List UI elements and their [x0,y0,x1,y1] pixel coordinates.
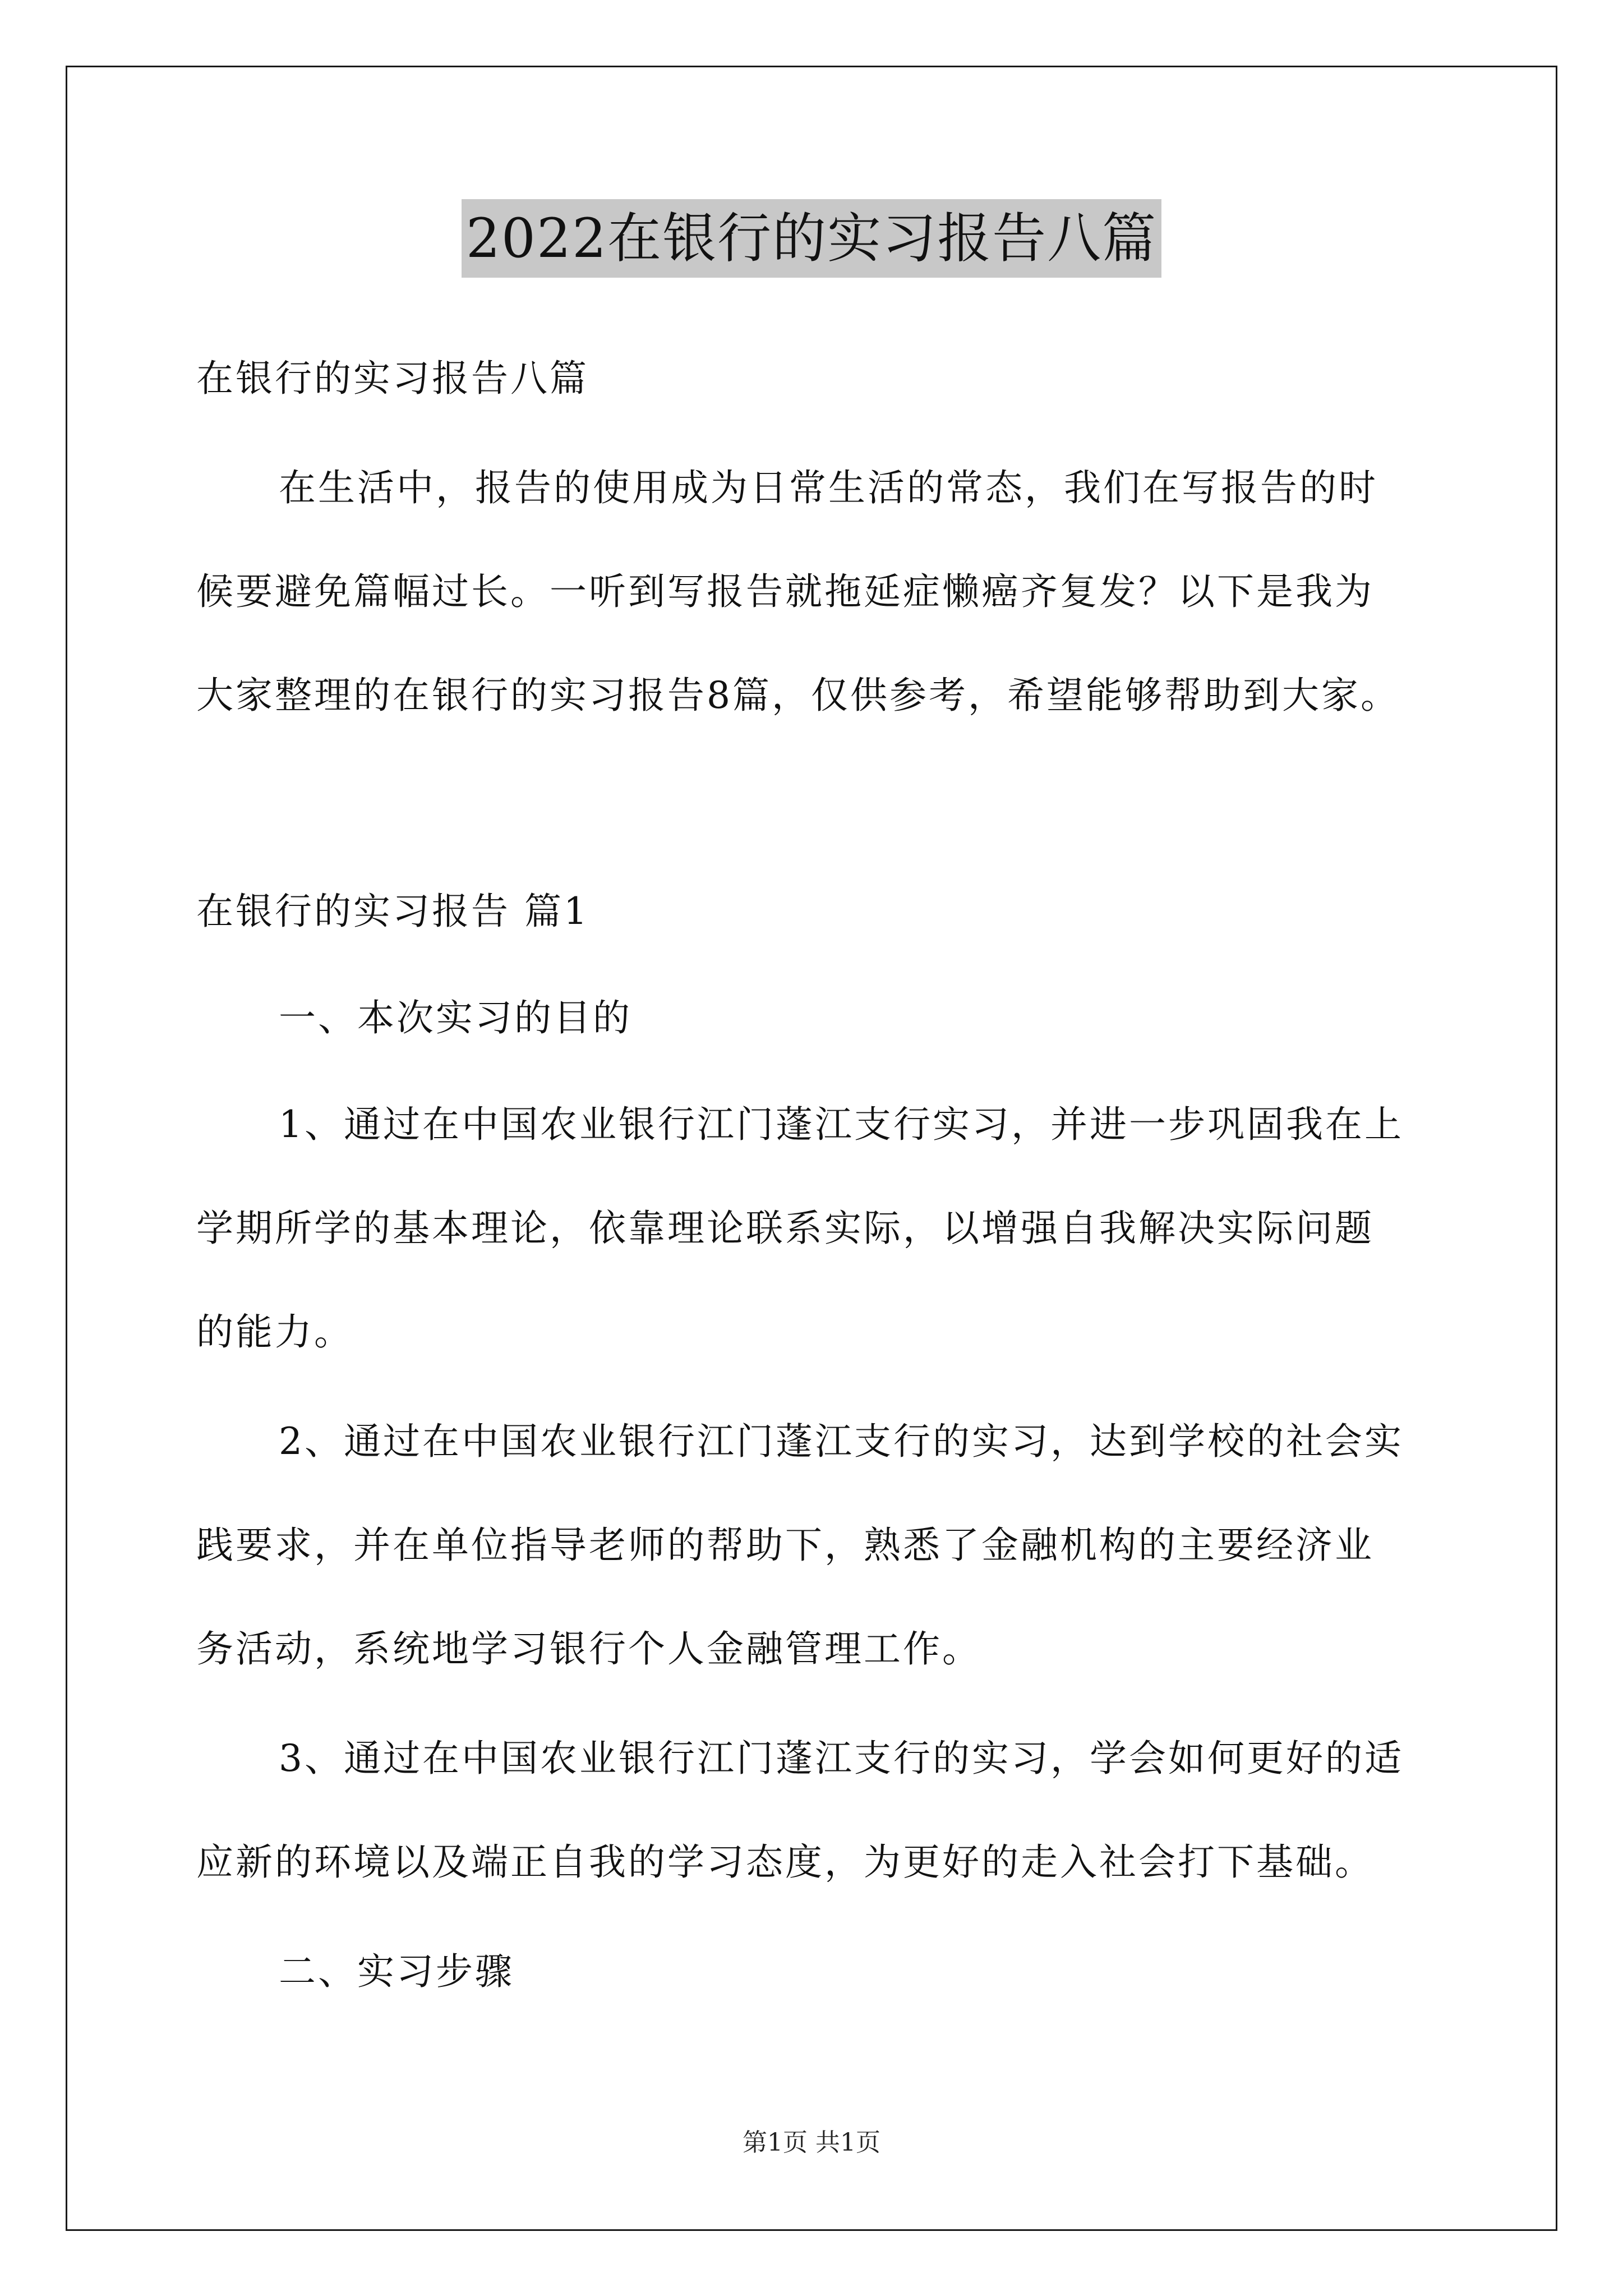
page-footer: 第1页 共1页 [743,2128,880,2157]
purpose-1-line-2: 学期所学的基本理论，依靠理论联系实际，以增强自我解决实际问题 [196,1207,1374,1250]
subheading-steps: 二、实习步骤 [279,1950,514,1993]
intro-paragraph-line-2: 候要避免篇幅过长。一听到写报告就拖延症懒癌齐复发？以下是我为 [196,570,1374,613]
section-heading: 在银行的实习报告 篇1 [196,890,589,933]
purpose-2-line-1: 2、通过在中国农业银行江门蓬江支行的实习，达到学校的社会实 [279,1420,1404,1463]
intro-paragraph-line-3: 大家整理的在银行的实习报告8篇，仅供参考，希望能够帮助到大家。 [196,674,1400,717]
document-title: 2022在银行的实习报告八篇 [462,199,1161,278]
purpose-3-line-1: 3、通过在中国农业银行江门蓬江支行的实习，学会如何更好的适 [279,1737,1404,1780]
purpose-2-line-2: 践要求，并在单位指导老师的帮助下，熟悉了金融机构的主要经济业 [196,1524,1374,1567]
intro-paragraph-line-1: 在生活中，报告的使用成为日常生活的常态，我们在写报告的时 [279,466,1378,509]
purpose-1-line-3: 的能力。 [196,1310,353,1354]
title-container [0,199,1623,278]
purpose-1-line-1: 1、通过在中国农业银行江门蓬江支行实习，并进一步巩固我在上 [279,1103,1404,1146]
report-subtitle: 在银行的实习报告八篇 [196,357,589,400]
purpose-3-line-2: 应新的环境以及端正自我的学习态度，为更好的走入社会打下基础。 [196,1841,1374,1884]
purpose-2-line-3: 务活动，系统地学习银行个人金融管理工作。 [196,1627,981,1671]
subheading-purpose: 一、本次实习的目的 [279,996,632,1039]
